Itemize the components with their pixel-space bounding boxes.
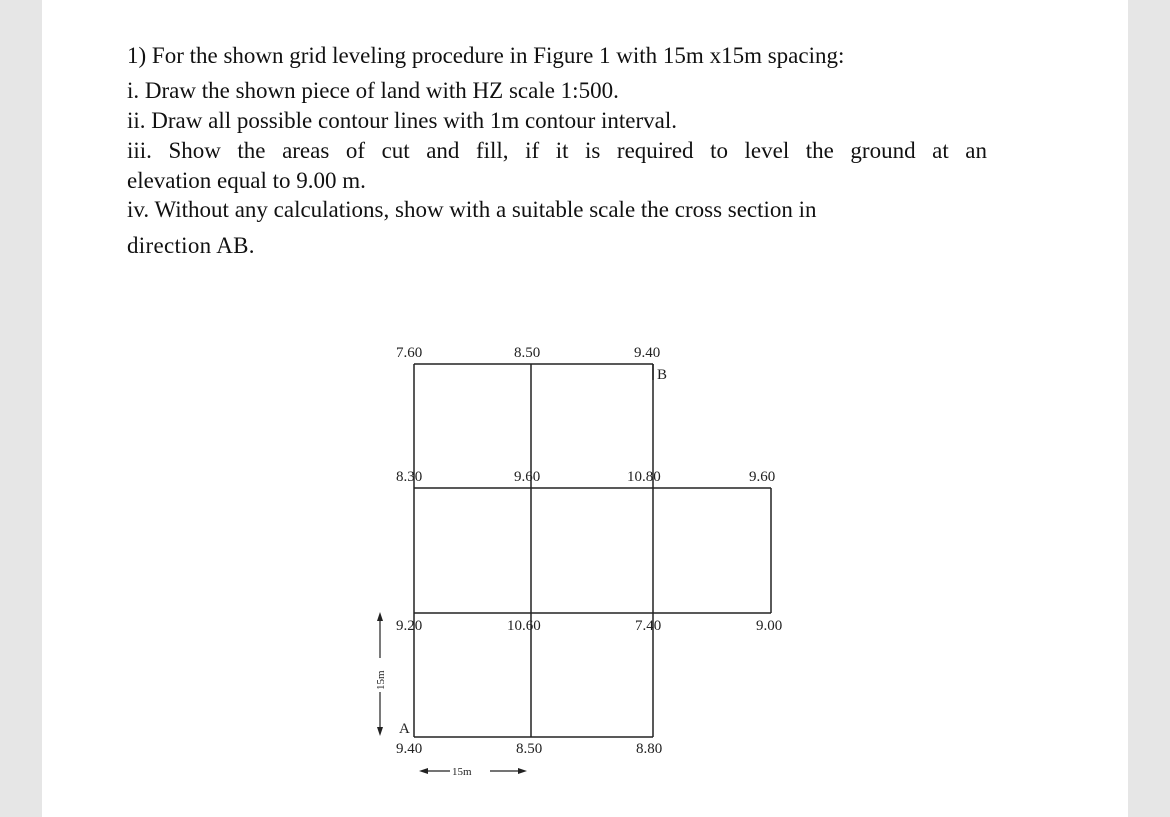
elevation-label: 8.50: [514, 345, 541, 361]
document-page: [42, 0, 1128, 817]
arrow-left-icon: [419, 768, 428, 774]
question-line: elevation equal to 9.00 m.: [127, 168, 366, 193]
elevation-label: 9.40: [634, 345, 661, 361]
point-b-label: B: [657, 367, 668, 383]
grid-lines: [414, 364, 771, 737]
elevation-label: 8.80: [636, 741, 663, 757]
elevation-label: 10.60: [507, 618, 541, 634]
elevation-label: 8.30: [396, 469, 423, 485]
question-line: i. Draw the shown piece of land with HZ scale 1:500.: [127, 78, 619, 103]
elevation-label: 9.40: [396, 741, 423, 757]
question-line: iv. Without any calculations, show with a suitable scale the cross section in: [127, 197, 817, 222]
question-line: ii. Draw all possible contour lines with 1m contour interval.: [127, 108, 677, 133]
elevation-label: 7.60: [396, 345, 423, 361]
arrow-down-icon: [377, 727, 383, 736]
elevation-label: 9.00: [756, 618, 783, 634]
arrow-right-icon: [518, 768, 527, 774]
question-line: direction AB.: [127, 233, 255, 258]
elevation-labels: [396, 345, 782, 757]
elevation-label: 9.20: [396, 618, 423, 634]
question-line: iii. Show the areas of cut and fill, if it is required to level the ground at an: [127, 138, 987, 163]
spacing-dimension-h: [419, 768, 527, 774]
grid-leveling-figure: [42, 0, 1128, 817]
spacing-label-horizontal: 15m: [452, 766, 472, 778]
arrow-up-icon: [377, 612, 383, 621]
spacing-label-vertical: 15m: [375, 670, 387, 690]
point-a-label: A: [399, 721, 410, 737]
elevation-label: 9.60: [749, 469, 776, 485]
question-line: 1) For the shown grid leveling procedure in Figure 1 with 15m x15m spacing:: [127, 43, 845, 68]
elevation-label: 9.60: [514, 469, 541, 485]
elevation-label: 8.50: [516, 741, 543, 757]
elevation-label: 10.80: [627, 469, 661, 485]
elevation-label: 7.40: [635, 618, 662, 634]
